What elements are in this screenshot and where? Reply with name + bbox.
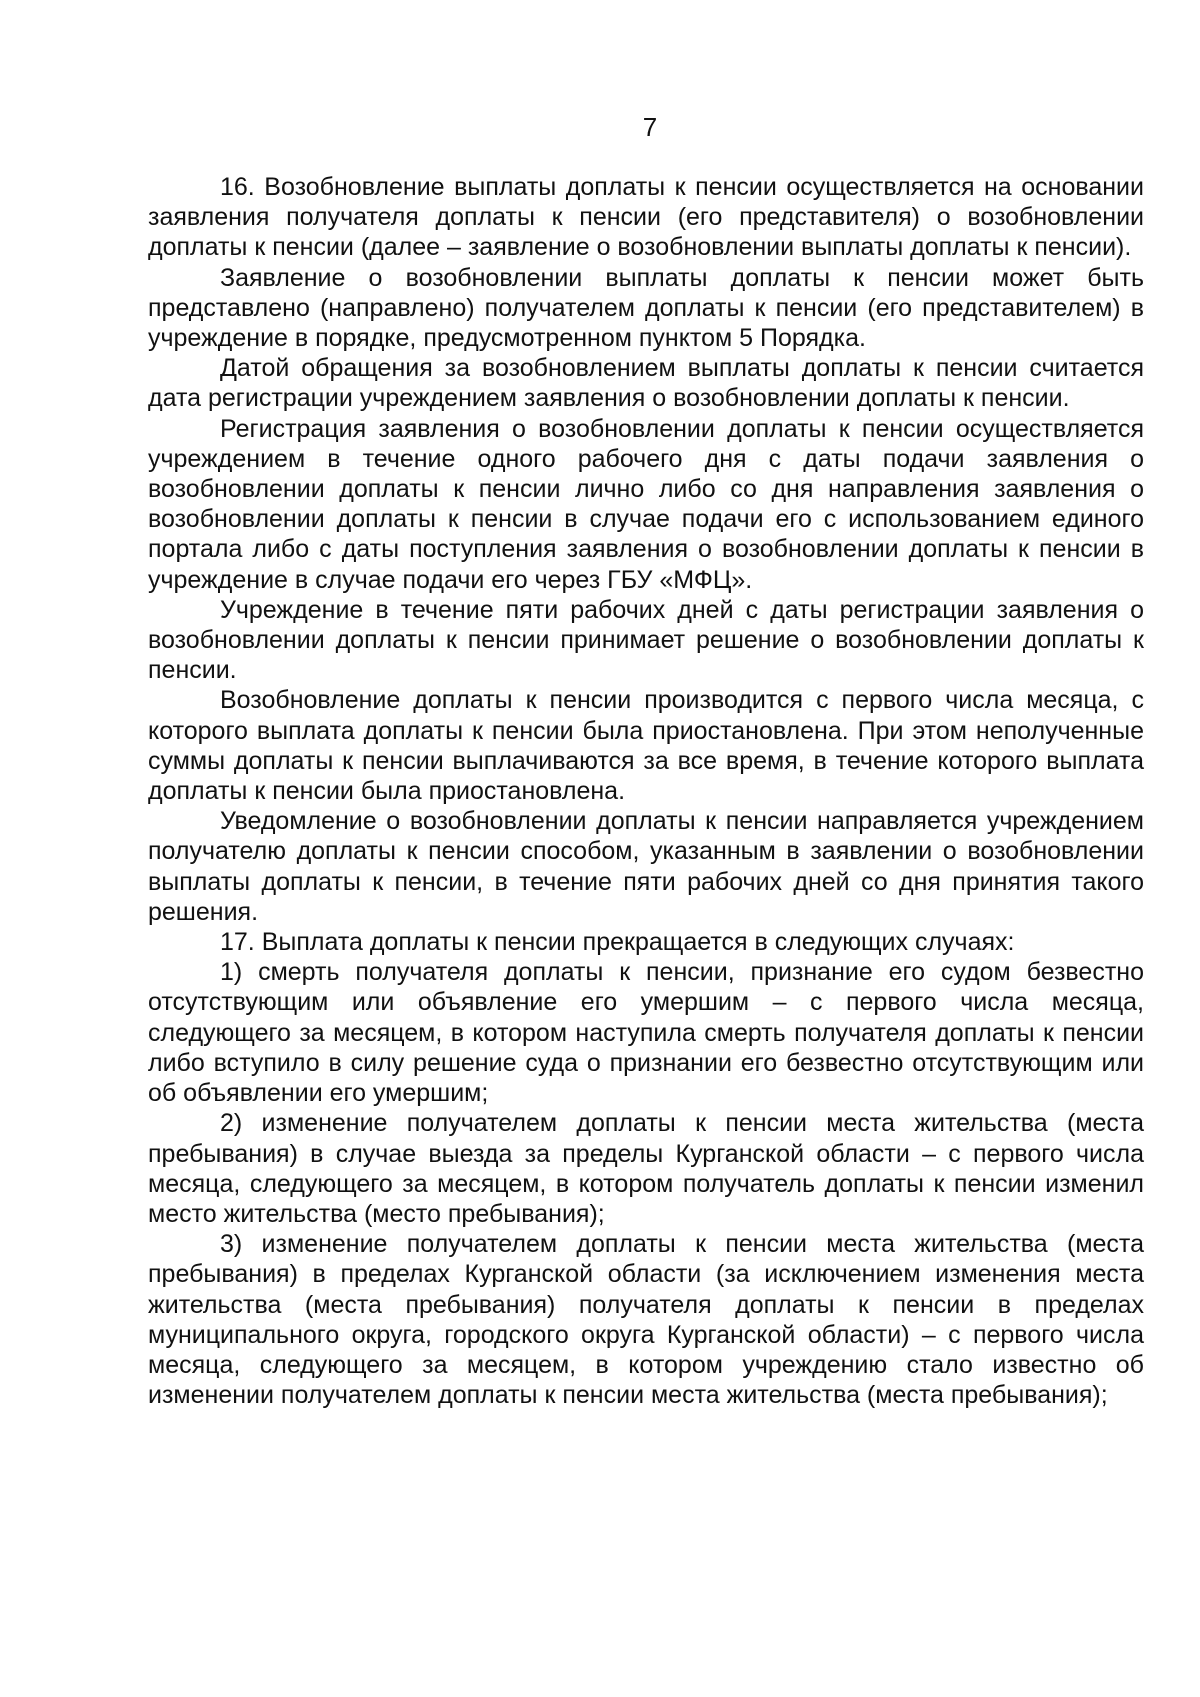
list-item-3-relocation-within: 3) изменение получателем доплаты к пенсии места жительства (места пребывания) в пределах Курганской области (за исключением изменения места жительства (места пребывания) получателя доплаты к пенсии в пределах муниципального округа, городского округа Курганской области) – с первого числа месяца, следующего за месяцем, в котором учреждению стало известно об изменении получателем доплаты к пенсии места жительства (места пребывания); <box>148 1230 1144 1410</box>
paragraph-notification: Уведомление о возобновлении доплаты к пенсии направляется учреждением получателю доплаты к пенсии способом, указанным в заявлении о возобновлении выплаты доплаты к пенсии, в течение пяти рабочих дней со дня принятия такого решения. <box>148 807 1144 926</box>
document-body <box>148 172 1144 1410</box>
paragraph-registration: Регистрация заявления о возобновлении доплаты к пенсии осуществляется учреждением в течение одного рабочего дня с даты подачи заявления о возобновлении доплаты к пенсии лично либо со дня направления заявления о возобновлении доплаты к пенсии в случае подачи его с использованием единого портала либо с даты поступления заявления о возобновлении доплаты к пенсии в учреждение в случае подачи его через ГБУ «МФЦ». <box>148 414 1144 594</box>
list-item-1-death: 1) смерть получателя доплаты к пенсии, признание его судом безвестно отсутствующим или объявление его умершим – с первого числа месяца, следующего за месяцем, в котором наступила смерть получателя доплаты к пенсии либо вступило в силу решение суда о признании его безвестно отсутствующим или об объявлении его умершим; <box>148 958 1144 1108</box>
paragraph-decision: Учреждение в течение пяти рабочих дней с даты регистрации заявления о возобновлении доплаты к пенсии принимает решение о возобновлении доплаты к пенсии. <box>148 595 1144 685</box>
paragraph-application-date: Датой обращения за возобновлением выплаты доплаты к пенсии считается дата регистрации учреждением заявления о возобновлении доплаты к пенсии. <box>148 354 1144 413</box>
paragraph-16-resumption: 16. Возобновление выплаты доплаты к пенсии осуществляется на основании заявления получателя доплаты к пенсии (его представителя) о возобновлении доплаты к пенсии (далее – заявление о возобновлении выплаты доплаты к пенсии). <box>148 173 1144 262</box>
paragraph-17-termination: 17. Выплата доплаты к пенсии прекращается в следующих случаях: <box>220 928 1015 957</box>
paragraph-application-submission: Заявление о возобновлении выплаты доплаты к пенсии может быть представлено (направлено) получателем доплаты к пенсии (его представителем) в учреждение в порядке, предусмотренном пунктом 5 Порядка. <box>148 263 1144 353</box>
list-item-2-relocation-outside: 2) изменение получателем доплаты к пенсии места жительства (места пребывания) в случае выезда за пределы Курганской области – с первого числа месяца, следующего за месяцем, в котором получатель доплаты к пенсии изменил место жительства (место пребывания); <box>148 1109 1144 1228</box>
paragraph-resumption-date: Возобновление доплаты к пенсии производится с первого числа месяца, с которого выплата доплаты к пенсии была приостановлена. При этом неполученные суммы доплаты к пенсии выплачиваются за все время, в течение которого выплата доплаты к пенсии была приостановлена. <box>148 686 1144 806</box>
page-number: 7 <box>642 112 658 142</box>
